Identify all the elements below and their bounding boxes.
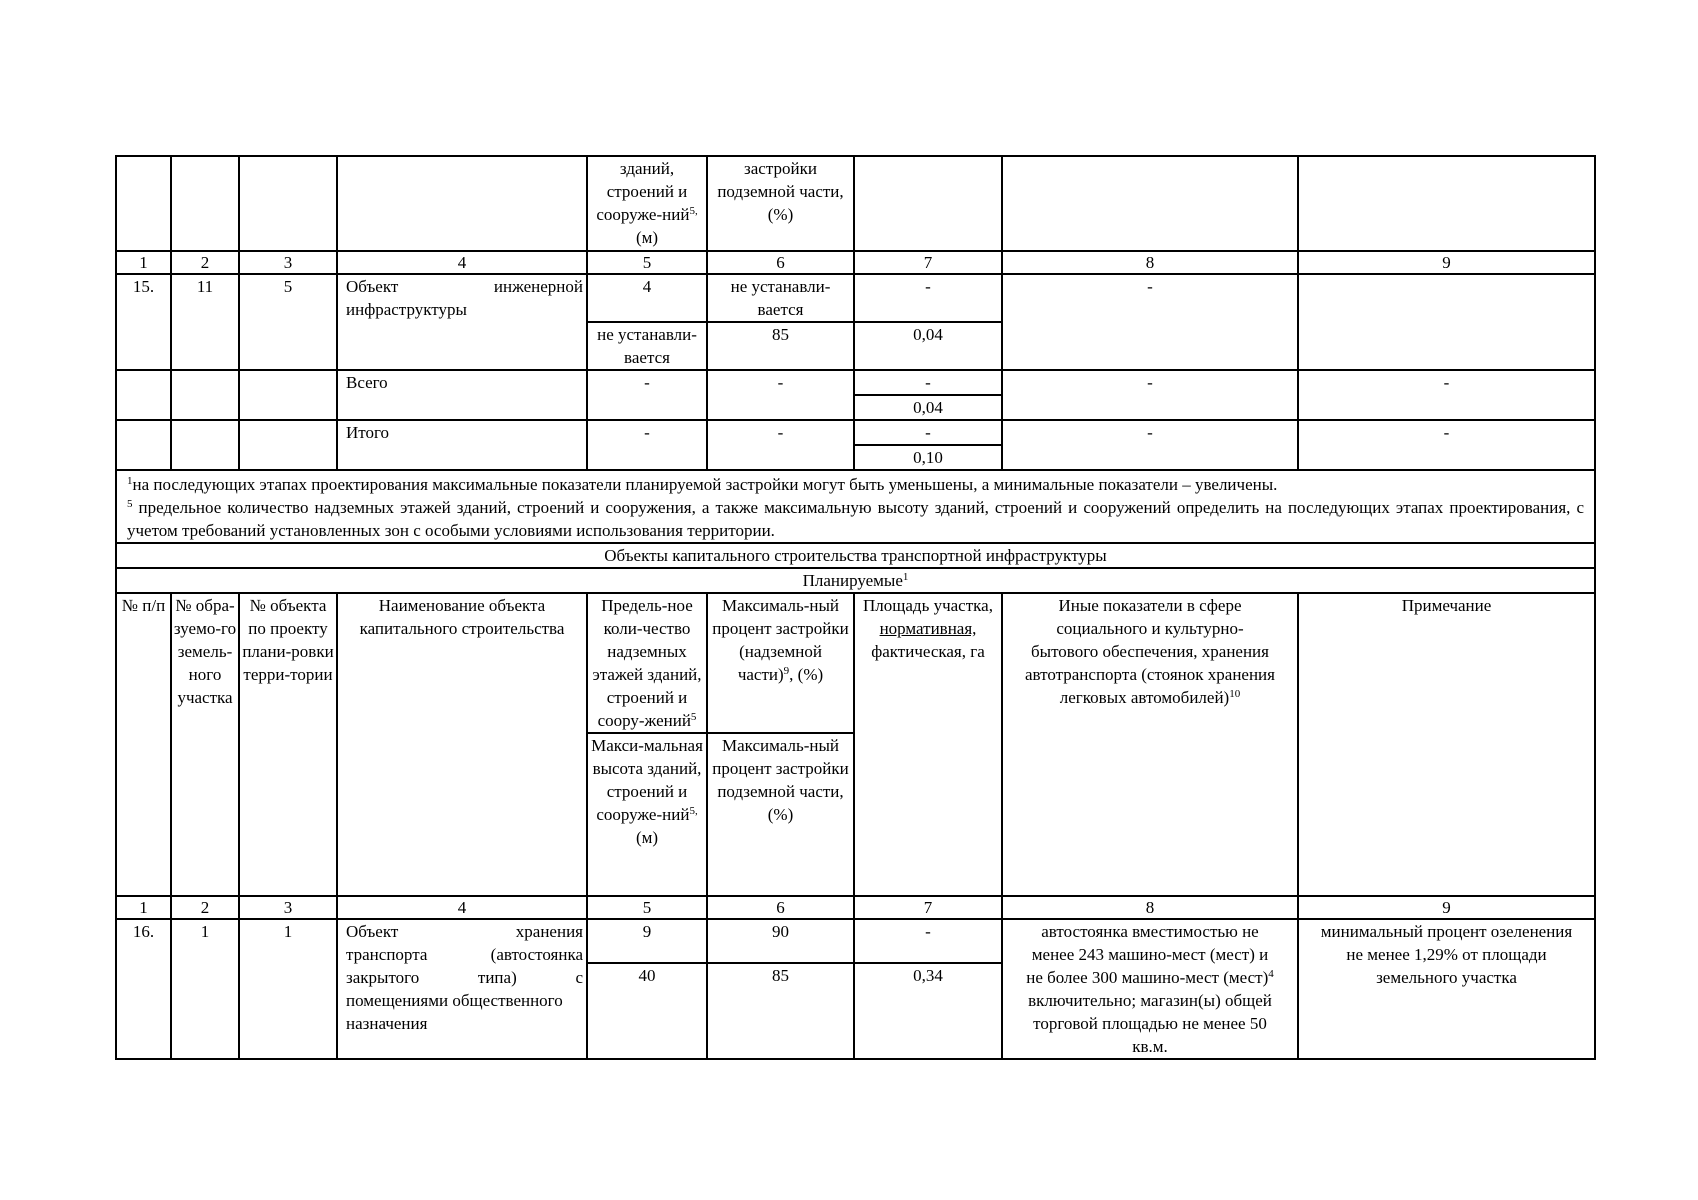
header-underground-percent: Максималь-ный процент застройки подземной части, (%) xyxy=(707,733,854,896)
column-number: 7 xyxy=(854,251,1002,274)
column-number: 4 xyxy=(337,251,587,274)
footnote-ref: 1 xyxy=(902,571,909,583)
cell xyxy=(239,420,337,470)
object-name: Объект инженерной инфраструктуры xyxy=(337,274,587,370)
cell xyxy=(171,370,239,420)
header-underground-cont: застройки подземной части, (%) xyxy=(707,156,854,251)
underground-percent-value: 85 xyxy=(707,963,854,1059)
column-number: 4 xyxy=(337,896,587,919)
area-actual-value: 0,34 xyxy=(854,963,1002,1059)
grand-total-row xyxy=(116,420,1595,445)
header-area xyxy=(854,593,1002,896)
footnote-text: предельное количество надземных этажей зданий, строений и сооружения, а также максимальную высоту зданий, строений и сооружений определить на последующих этапах проектирования, с учетом требований установленных зон с особыми условиями использования территории. xyxy=(127,498,1584,540)
build-percent-value: 90 xyxy=(707,919,854,963)
grand-total-value: - xyxy=(1298,420,1595,470)
header-build-percent xyxy=(707,593,854,733)
floors-value: 9 xyxy=(587,919,707,963)
note xyxy=(1298,274,1595,370)
column-number-row xyxy=(116,251,1595,274)
cell xyxy=(239,156,337,251)
plot-number: 11 xyxy=(171,274,239,370)
header-other-indicators xyxy=(1002,593,1298,896)
column-number: 8 xyxy=(1002,251,1298,274)
column-number: 2 xyxy=(171,896,239,919)
total-value: - xyxy=(587,370,707,420)
footnote-5 xyxy=(127,496,1584,542)
cell xyxy=(116,156,171,251)
header-text: Предель-ное коли-чество надземных этажей зданий, строений и соору-жений xyxy=(592,596,702,730)
header-object-number: № объекта по проекту плани-ровки терри-тории xyxy=(239,593,337,896)
indicator-text: автостоянка вместимостью не менее 243 машино-мест (мест) и не более 300 машино-мест (мест) xyxy=(1026,922,1269,987)
indicator-text: включительно; магазин(ы) общей торговой площадью не менее 50 кв.м. xyxy=(1028,991,1272,1056)
floors-value: 4 xyxy=(587,274,707,322)
section-title-row xyxy=(116,543,1595,568)
header-max-height-cont xyxy=(587,156,707,251)
column-number: 6 xyxy=(707,896,854,919)
header-object-name: Наименование объекта капитального строительства xyxy=(337,593,587,896)
footnote-ref: 4 xyxy=(1268,968,1274,980)
object-name-line: транспорта (автостоянка xyxy=(346,945,583,964)
build-percent-value: не устанавли-вается xyxy=(707,274,854,322)
total-value: - xyxy=(1298,370,1595,420)
column-number: 6 xyxy=(707,251,854,274)
header-unit: (м) xyxy=(635,228,659,247)
max-height-value: 40 xyxy=(587,963,707,1059)
other-indicators xyxy=(1002,919,1298,1059)
cell xyxy=(239,370,337,420)
total-row xyxy=(116,370,1595,395)
header-text: нормативная, xyxy=(879,619,977,638)
footnote-mark: 1 xyxy=(127,475,133,487)
cell xyxy=(854,156,1002,251)
column-number: 1 xyxy=(116,896,171,919)
footnote-text: на последующих этапах проектирования максимальные показатели планируемой застройки могут быть уменьшены, а минимальные показатели – увеличены. xyxy=(132,475,1278,494)
header-text: Максималь-ный процент застройки (надземной части) xyxy=(712,596,849,684)
note: минимальный процент озеленения не менее 1,29% от площади земельного участка xyxy=(1298,919,1595,1059)
header-plot-number: № обра-зуемо-го земель-ного участка xyxy=(171,593,239,896)
cell xyxy=(1002,156,1298,251)
planned-label xyxy=(116,568,1595,593)
header-index: № п/п xyxy=(116,593,171,896)
cell xyxy=(1298,156,1595,251)
other-indicators: - xyxy=(1002,274,1298,370)
total-label: Всего xyxy=(337,370,587,420)
total-value: - xyxy=(707,370,854,420)
object-name-line: помещениями общественного назначения xyxy=(346,991,563,1033)
grand-total-area-value: 0,10 xyxy=(854,445,1002,470)
footnote-1 xyxy=(127,473,1584,496)
planned-row xyxy=(116,568,1595,593)
header-row xyxy=(116,593,1595,733)
object-number: 1 xyxy=(239,919,337,1059)
cell xyxy=(116,370,171,420)
object-name xyxy=(337,919,587,1059)
area-actual-value: 0,04 xyxy=(854,322,1002,370)
footnote-ref: 5 xyxy=(690,711,697,723)
footnotes xyxy=(116,470,1595,543)
footnotes-row xyxy=(116,470,1595,543)
header-text: зданий, строений и сооруже-ний xyxy=(596,159,690,224)
column-number: 2 xyxy=(171,251,239,274)
column-number: 5 xyxy=(587,896,707,919)
object-name-line: закрытого типа) с xyxy=(346,968,583,987)
table-row xyxy=(116,919,1595,963)
column-number: 1 xyxy=(116,251,171,274)
header-note: Примечание xyxy=(1298,593,1595,896)
header-unit: , (%) xyxy=(789,665,824,684)
column-number-row xyxy=(116,896,1595,919)
total-area-value: 0,04 xyxy=(854,395,1002,420)
table-row xyxy=(116,274,1595,322)
grand-total-value: - xyxy=(707,420,854,470)
header-text: Иные показатели в сфере социального и культурно-бытового обеспечения, хранения автотранспорта (стоянок хранения легковых автомобилей) xyxy=(1025,596,1275,707)
planned-text: Планируемые xyxy=(802,571,903,590)
header-unit: (м) xyxy=(635,828,659,847)
footnote-mark: 5 xyxy=(127,498,133,510)
header-max-height xyxy=(587,733,707,896)
column-number: 3 xyxy=(239,896,337,919)
cell xyxy=(116,420,171,470)
section-title: Объекты капитального строительства транспортной инфраструктуры xyxy=(116,543,1595,568)
max-height-value: не устанавли-вается xyxy=(587,322,707,370)
column-number: 9 xyxy=(1298,896,1595,919)
column-number: 8 xyxy=(1002,896,1298,919)
footnote-ref: 10 xyxy=(1229,688,1241,700)
continued-header-row xyxy=(116,156,1595,251)
total-value: - xyxy=(1002,370,1298,420)
header-floors xyxy=(587,593,707,733)
column-number: 3 xyxy=(239,251,337,274)
area-normative-value: - xyxy=(854,919,1002,963)
grand-total-value: - xyxy=(1002,420,1298,470)
footnote-ref: 5, xyxy=(689,805,698,817)
header-text: Макси-мальная высота зданий, строений и сооруже-ний xyxy=(591,736,703,824)
object-name-line: Объект хранения xyxy=(346,922,583,941)
row-number: 15. xyxy=(116,274,171,370)
grand-total-value: - xyxy=(587,420,707,470)
cell xyxy=(337,156,587,251)
total-value: - xyxy=(854,370,1002,395)
grand-total-value: - xyxy=(854,420,1002,445)
document-table xyxy=(115,155,1596,1060)
grand-total-label: Итого xyxy=(337,420,587,470)
cell xyxy=(171,156,239,251)
footnote-ref: 9 xyxy=(783,665,790,677)
plot-number: 1 xyxy=(171,919,239,1059)
column-number: 5 xyxy=(587,251,707,274)
row-number: 16. xyxy=(116,919,171,1059)
column-number: 7 xyxy=(854,896,1002,919)
header-text: Площадь участка, xyxy=(863,596,993,615)
footnote-ref: 5, xyxy=(689,205,698,217)
area-normative-value: - xyxy=(854,274,1002,322)
cell xyxy=(171,420,239,470)
column-number: 9 xyxy=(1298,251,1595,274)
header-text: фактическая, га xyxy=(871,642,985,661)
object-number: 5 xyxy=(239,274,337,370)
underground-percent-value: 85 xyxy=(707,322,854,370)
